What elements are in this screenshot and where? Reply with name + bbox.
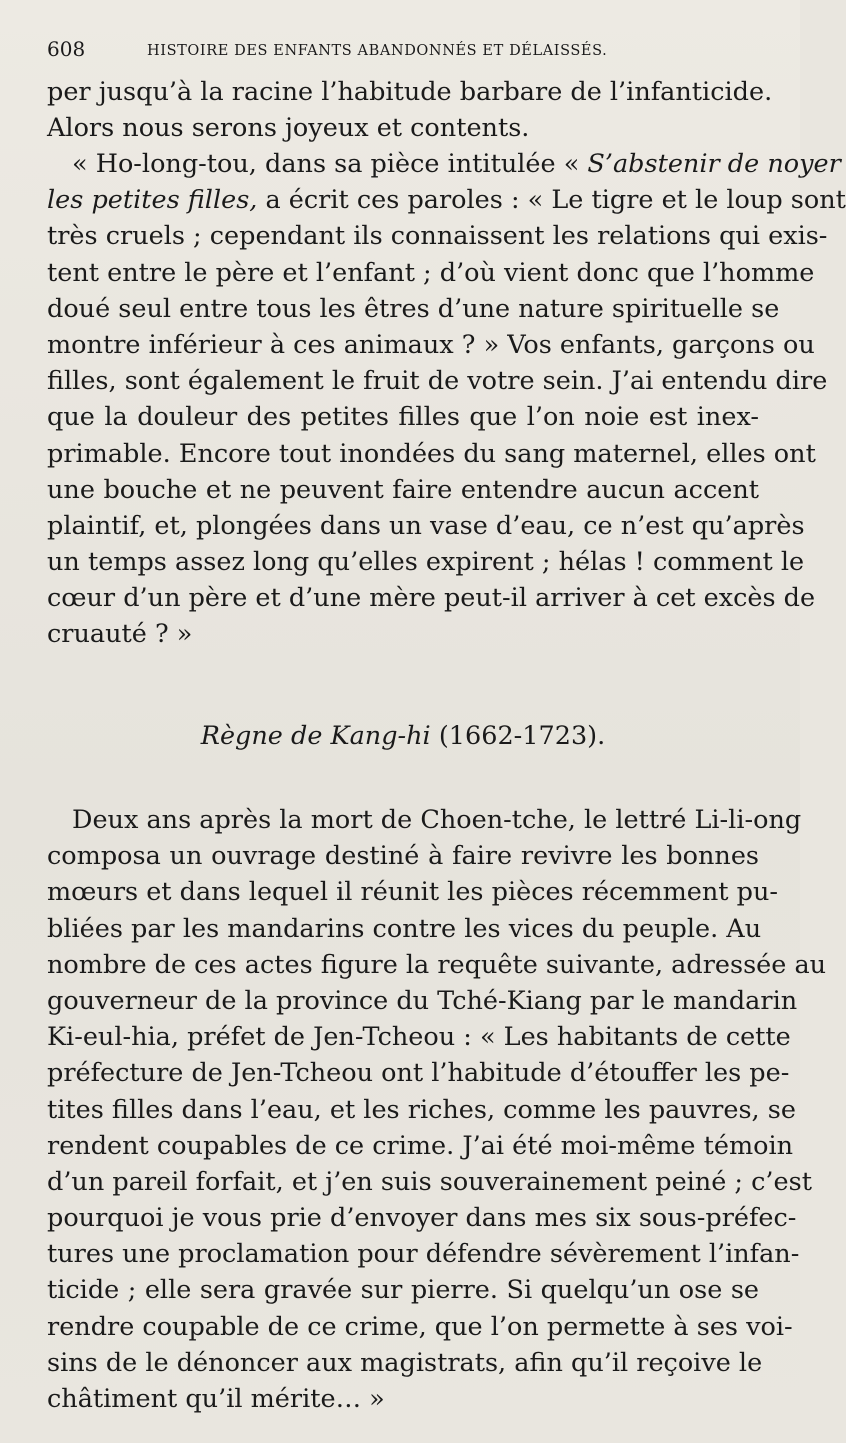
text-line: très cruels ; cependant ils connaissent les relations qui exis- [47,221,828,252]
text-line: tites filles dans l’eau, et les riches, comme les pauvres, se [47,1094,796,1125]
text-run: a écrit ces paroles : « Le tigre et le loup sont [257,185,846,216]
page-number: 608 [47,37,86,61]
text-line: plaintif, et, plongées dans un vase d’eau, ce n’est qu’après [47,510,805,541]
text-line: une bouche et ne peuvent faire entendre aucun accent [47,474,759,505]
text-run: « Ho-long-tou, dans sa pièce intitulée « [72,149,588,179]
italic-title: les petites filles, [47,185,258,216]
text-line: rendent coupables de ce crime. J’ai été moi-même témoin [47,1130,794,1161]
text-line: ticide ; elle sera gravée sur pierre. Si quelqu’un ose se [47,1275,759,1306]
text-line: préfecture de Jen-Tcheou ont l’habitude d’étouffer les pe- [47,1058,790,1089]
text-line: per jusqu’à la racine l’habitude barbare de l’infanticide. [47,77,773,107]
text-line: cruauté ? » [47,619,193,650]
text-line: composa un ouvrage destiné à faire revivre les bonnes [47,841,759,872]
text-line [47,146,841,182]
text-line [47,182,846,218]
text-line: Ki-eul-hia, préfet de Jen-Tcheou : « Les habitants de cette [47,1022,791,1053]
text-line: châtiment qu’il mérite… » [47,1384,385,1414]
text-line: primable. Encore tout inondées du sang maternel, elles ont [47,438,816,469]
running-title: HISTOIRE DES ENFANTS ABANDONNÉS ET DÉLAISSÉS. [147,43,608,59]
text-line: tent entre le père et l’enfant ; d’où vient donc que l’homme [47,257,815,288]
paragraph-2 [47,146,846,653]
text-line: tures une proclamation pour défendre sévèrement l’infan- [47,1239,800,1270]
text-line: mœurs et dans lequel il réunit les pièces récemment pu- [47,877,778,908]
text-line: montre inférieur à ces animaux ? » Vos enfants, garçons ou [47,329,815,360]
italic-title: S’abstenir de noyer [587,149,841,179]
paragraph-3 [47,802,827,1417]
text-line: cœur d’un père et d’une mère peut-il arriver à cet excès de [47,583,816,614]
reign-dates: (1662-1723). [430,721,606,751]
text-line: Deux ans après la mort de Choen-tche, le lettré Li-li-ong [72,805,802,835]
text-line: filles, sont également le fruit de votre sein. J’ai entendu dire [47,366,828,397]
text-line: rendre coupable de ce crime, que l’on permette à ses voi- [47,1311,793,1342]
text-line: d’un pareil forfait, et j’en suis souverainement peiné ; c’est [47,1166,812,1197]
text-line: gouverneur de la province du Tché-Kiang par le mandarin [47,985,798,1016]
text-line: doué seul entre tous les êtres d’une nature spirituelle se [47,293,780,324]
paragraph-1 [47,74,773,146]
text-line: que la douleur des petites filles que l’on noie est inex- [47,402,759,433]
text-line: pourquoi je vous prie d’envoyer dans mes six sous-préfec- [47,1203,797,1234]
running-header [47,38,750,60]
text-line: nombre de ces actes figure la requête suivante, adressée au [47,949,827,980]
section-heading [47,718,759,754]
text-line: Alors nous serons joyeux et contents. [47,113,530,144]
text-line: bliées par les mandarins contre les vices du peuple. Au [47,913,762,944]
reign-title: Règne de Kang-hi [200,721,431,751]
text-line: un temps assez long qu’elles expirent ; hélas ! comment le [47,547,805,578]
text-line: sins de le dénoncer aux magistrats, afin qu’il reçoive le [47,1347,763,1378]
